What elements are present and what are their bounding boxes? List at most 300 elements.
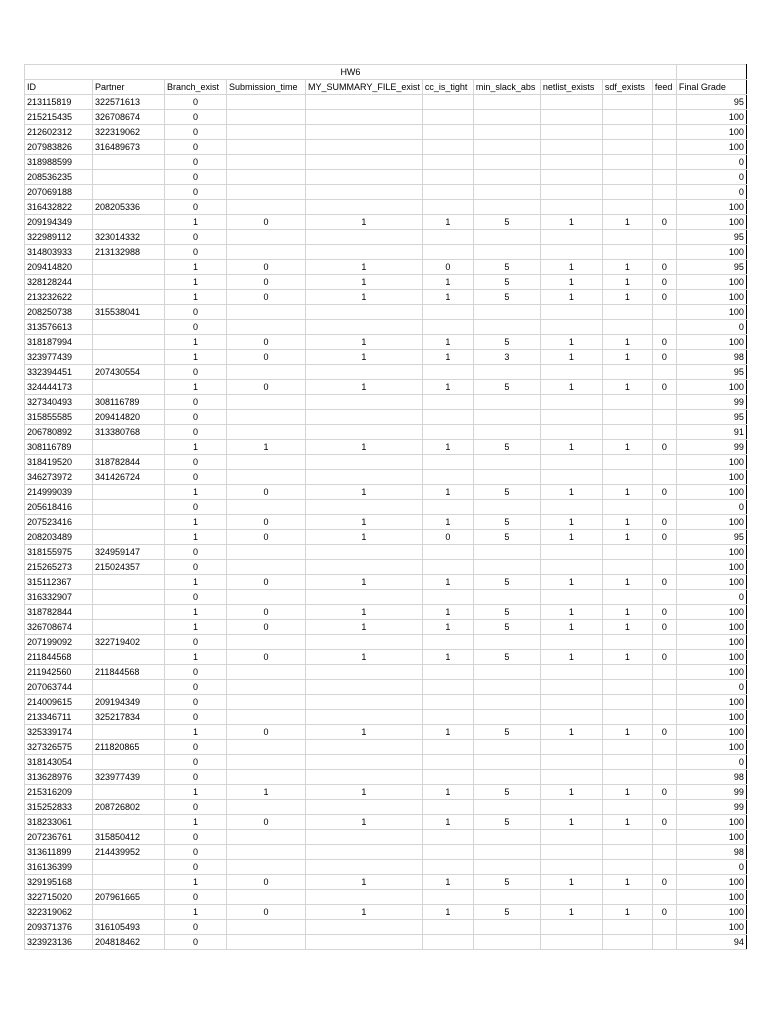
summary-file-exist-cell[interactable] xyxy=(306,110,423,125)
sdf-exists-cell[interactable] xyxy=(602,170,652,185)
summary-file-exist-cell[interactable] xyxy=(306,590,423,605)
partner-cell[interactable]: 323014332 xyxy=(93,230,165,245)
branch-exist-cell[interactable]: 0 xyxy=(165,410,227,425)
submission-time-cell[interactable]: 0 xyxy=(227,620,306,635)
min-slack-abs-cell[interactable]: 5 xyxy=(473,440,540,455)
id-cell[interactable]: 209194349 xyxy=(25,215,93,230)
sdf-exists-cell[interactable] xyxy=(602,200,652,215)
submission-time-cell[interactable]: 0 xyxy=(227,650,306,665)
netlist-exists-cell[interactable] xyxy=(540,95,602,110)
submission-time-cell[interactable]: 0 xyxy=(227,875,306,890)
feed-cell[interactable]: 0 xyxy=(652,905,676,920)
feed-cell[interactable] xyxy=(652,830,676,845)
id-cell[interactable]: 214999039 xyxy=(25,485,93,500)
partner-cell[interactable]: 322719402 xyxy=(93,635,165,650)
partner-cell[interactable] xyxy=(93,500,165,515)
netlist-exists-cell[interactable] xyxy=(540,710,602,725)
sdf-exists-cell[interactable]: 1 xyxy=(602,620,652,635)
feed-cell[interactable]: 0 xyxy=(652,515,676,530)
cc-is-tight-cell[interactable]: 1 xyxy=(422,905,473,920)
summary-file-exist-cell[interactable]: 1 xyxy=(306,335,423,350)
submission-time-cell[interactable]: 0 xyxy=(227,515,306,530)
branch-exist-cell[interactable]: 1 xyxy=(165,290,227,305)
min-slack-abs-cell[interactable]: 5 xyxy=(473,530,540,545)
submission-time-cell[interactable]: 0 xyxy=(227,290,306,305)
min-slack-abs-cell[interactable] xyxy=(473,125,540,140)
final-grade-cell[interactable]: 100 xyxy=(676,665,746,680)
id-cell[interactable]: 207069188 xyxy=(25,185,93,200)
netlist-exists-cell[interactable] xyxy=(540,185,602,200)
sdf-exists-cell[interactable]: 1 xyxy=(602,335,652,350)
summary-file-exist-cell[interactable] xyxy=(306,155,423,170)
netlist-exists-cell[interactable] xyxy=(540,230,602,245)
cc-is-tight-cell[interactable] xyxy=(422,845,473,860)
partner-cell[interactable] xyxy=(93,170,165,185)
cc-is-tight-cell[interactable] xyxy=(422,500,473,515)
summary-file-exist-cell[interactable]: 1 xyxy=(306,905,423,920)
branch-exist-cell[interactable]: 0 xyxy=(165,635,227,650)
partner-cell[interactable] xyxy=(93,905,165,920)
submission-time-cell[interactable] xyxy=(227,680,306,695)
submission-time-cell[interactable] xyxy=(227,305,306,320)
cc-is-tight-cell[interactable] xyxy=(422,635,473,650)
final-grade-cell[interactable]: 100 xyxy=(676,725,746,740)
partner-cell[interactable] xyxy=(93,350,165,365)
submission-time-cell[interactable]: 0 xyxy=(227,380,306,395)
min-slack-abs-cell[interactable] xyxy=(473,170,540,185)
partner-cell[interactable]: 211844568 xyxy=(93,665,165,680)
column-header-summary-file-exist[interactable]: MY_SUMMARY_FILE_exist xyxy=(306,80,423,95)
id-cell[interactable]: 324444173 xyxy=(25,380,93,395)
netlist-exists-cell[interactable] xyxy=(540,755,602,770)
branch-exist-cell[interactable]: 0 xyxy=(165,230,227,245)
cc-is-tight-cell[interactable] xyxy=(422,710,473,725)
summary-file-exist-cell[interactable] xyxy=(306,245,423,260)
branch-exist-cell[interactable]: 1 xyxy=(165,215,227,230)
id-cell[interactable]: 208536235 xyxy=(25,170,93,185)
branch-exist-cell[interactable]: 1 xyxy=(165,380,227,395)
cc-is-tight-cell[interactable] xyxy=(422,95,473,110)
submission-time-cell[interactable]: 0 xyxy=(227,260,306,275)
final-grade-cell[interactable]: 100 xyxy=(676,515,746,530)
submission-time-cell[interactable]: 0 xyxy=(227,335,306,350)
submission-time-cell[interactable] xyxy=(227,740,306,755)
final-grade-cell[interactable]: 0 xyxy=(676,755,746,770)
final-grade-cell[interactable]: 100 xyxy=(676,830,746,845)
branch-exist-cell[interactable]: 0 xyxy=(165,890,227,905)
column-header-branch-exist[interactable]: Branch_exist xyxy=(165,80,227,95)
submission-time-cell[interactable] xyxy=(227,755,306,770)
netlist-exists-cell[interactable]: 1 xyxy=(540,815,602,830)
branch-exist-cell[interactable]: 0 xyxy=(165,110,227,125)
branch-exist-cell[interactable]: 0 xyxy=(165,125,227,140)
final-grade-cell[interactable]: 99 xyxy=(676,800,746,815)
min-slack-abs-cell[interactable]: 3 xyxy=(473,350,540,365)
partner-cell[interactable]: 318782844 xyxy=(93,455,165,470)
netlist-exists-cell[interactable] xyxy=(540,890,602,905)
cc-is-tight-cell[interactable] xyxy=(422,680,473,695)
partner-cell[interactable] xyxy=(93,575,165,590)
sdf-exists-cell[interactable] xyxy=(602,740,652,755)
submission-time-cell[interactable] xyxy=(227,470,306,485)
id-cell[interactable]: 207523416 xyxy=(25,515,93,530)
sdf-exists-cell[interactable]: 1 xyxy=(602,650,652,665)
sdf-exists-cell[interactable]: 1 xyxy=(602,905,652,920)
sdf-exists-cell[interactable]: 1 xyxy=(602,350,652,365)
cc-is-tight-cell[interactable] xyxy=(422,935,473,950)
feed-cell[interactable]: 0 xyxy=(652,530,676,545)
partner-cell[interactable]: 211820865 xyxy=(93,740,165,755)
branch-exist-cell[interactable]: 0 xyxy=(165,665,227,680)
id-cell[interactable]: 318155975 xyxy=(25,545,93,560)
min-slack-abs-cell[interactable]: 5 xyxy=(473,380,540,395)
min-slack-abs-cell[interactable] xyxy=(473,320,540,335)
cc-is-tight-cell[interactable] xyxy=(422,230,473,245)
final-grade-cell[interactable]: 100 xyxy=(676,905,746,920)
netlist-exists-cell[interactable]: 1 xyxy=(540,605,602,620)
id-cell[interactable]: 308116789 xyxy=(25,440,93,455)
netlist-exists-cell[interactable] xyxy=(540,125,602,140)
submission-time-cell[interactable] xyxy=(227,770,306,785)
netlist-exists-cell[interactable]: 1 xyxy=(540,575,602,590)
partner-cell[interactable]: 316489673 xyxy=(93,140,165,155)
summary-file-exist-cell[interactable]: 1 xyxy=(306,875,423,890)
final-grade-cell[interactable]: 0 xyxy=(676,320,746,335)
submission-time-cell[interactable] xyxy=(227,365,306,380)
sdf-exists-cell[interactable]: 1 xyxy=(602,530,652,545)
branch-exist-cell[interactable]: 0 xyxy=(165,245,227,260)
feed-cell[interactable] xyxy=(652,110,676,125)
summary-file-exist-cell[interactable]: 1 xyxy=(306,215,423,230)
min-slack-abs-cell[interactable] xyxy=(473,545,540,560)
feed-cell[interactable] xyxy=(652,425,676,440)
feed-cell[interactable] xyxy=(652,770,676,785)
submission-time-cell[interactable] xyxy=(227,500,306,515)
id-cell[interactable]: 207236761 xyxy=(25,830,93,845)
netlist-exists-cell[interactable]: 1 xyxy=(540,440,602,455)
summary-file-exist-cell[interactable]: 1 xyxy=(306,380,423,395)
summary-file-exist-cell[interactable] xyxy=(306,680,423,695)
cc-is-tight-cell[interactable]: 0 xyxy=(422,260,473,275)
summary-file-exist-cell[interactable] xyxy=(306,830,423,845)
cc-is-tight-cell[interactable]: 1 xyxy=(422,605,473,620)
summary-file-exist-cell[interactable]: 1 xyxy=(306,815,423,830)
id-cell[interactable]: 332394451 xyxy=(25,365,93,380)
netlist-exists-cell[interactable] xyxy=(540,680,602,695)
id-cell[interactable]: 323977439 xyxy=(25,350,93,365)
min-slack-abs-cell[interactable] xyxy=(473,680,540,695)
submission-time-cell[interactable] xyxy=(227,710,306,725)
final-grade-cell[interactable]: 100 xyxy=(676,575,746,590)
branch-exist-cell[interactable]: 1 xyxy=(165,515,227,530)
sdf-exists-cell[interactable] xyxy=(602,860,652,875)
summary-file-exist-cell[interactable]: 1 xyxy=(306,725,423,740)
summary-file-exist-cell[interactable] xyxy=(306,755,423,770)
final-grade-cell[interactable]: 98 xyxy=(676,350,746,365)
branch-exist-cell[interactable]: 0 xyxy=(165,845,227,860)
final-grade-cell[interactable]: 100 xyxy=(676,200,746,215)
sdf-exists-cell[interactable] xyxy=(602,695,652,710)
summary-file-exist-cell[interactable] xyxy=(306,860,423,875)
branch-exist-cell[interactable]: 1 xyxy=(165,485,227,500)
netlist-exists-cell[interactable]: 1 xyxy=(540,380,602,395)
id-cell[interactable]: 327340493 xyxy=(25,395,93,410)
submission-time-cell[interactable] xyxy=(227,140,306,155)
partner-cell[interactable] xyxy=(93,875,165,890)
feed-cell[interactable] xyxy=(652,635,676,650)
feed-cell[interactable] xyxy=(652,800,676,815)
submission-time-cell[interactable] xyxy=(227,590,306,605)
partner-cell[interactable] xyxy=(93,860,165,875)
sdf-exists-cell[interactable] xyxy=(602,455,652,470)
feed-cell[interactable]: 0 xyxy=(652,440,676,455)
id-cell[interactable]: 207063744 xyxy=(25,680,93,695)
id-cell[interactable]: 315112367 xyxy=(25,575,93,590)
branch-exist-cell[interactable]: 0 xyxy=(165,455,227,470)
branch-exist-cell[interactable]: 1 xyxy=(165,605,227,620)
submission-time-cell[interactable] xyxy=(227,455,306,470)
id-cell[interactable]: 316332907 xyxy=(25,590,93,605)
submission-time-cell[interactable] xyxy=(227,800,306,815)
min-slack-abs-cell[interactable] xyxy=(473,455,540,470)
partner-cell[interactable] xyxy=(93,785,165,800)
summary-file-exist-cell[interactable] xyxy=(306,425,423,440)
id-cell[interactable]: 314803933 xyxy=(25,245,93,260)
final-grade-cell[interactable]: 100 xyxy=(676,110,746,125)
cc-is-tight-cell[interactable] xyxy=(422,470,473,485)
feed-cell[interactable] xyxy=(652,860,676,875)
min-slack-abs-cell[interactable] xyxy=(473,365,540,380)
netlist-exists-cell[interactable]: 1 xyxy=(540,275,602,290)
sdf-exists-cell[interactable]: 1 xyxy=(602,260,652,275)
partner-cell[interactable]: 204818462 xyxy=(93,935,165,950)
cc-is-tight-cell[interactable]: 1 xyxy=(422,275,473,290)
branch-exist-cell[interactable]: 0 xyxy=(165,680,227,695)
final-grade-cell[interactable]: 100 xyxy=(676,215,746,230)
partner-cell[interactable] xyxy=(93,605,165,620)
partner-cell[interactable] xyxy=(93,290,165,305)
final-grade-cell[interactable]: 95 xyxy=(676,365,746,380)
netlist-exists-cell[interactable]: 1 xyxy=(540,290,602,305)
final-grade-cell[interactable]: 91 xyxy=(676,425,746,440)
submission-time-cell[interactable] xyxy=(227,320,306,335)
sdf-exists-cell[interactable] xyxy=(602,410,652,425)
id-cell[interactable]: 215265273 xyxy=(25,560,93,575)
cc-is-tight-cell[interactable] xyxy=(422,830,473,845)
netlist-exists-cell[interactable] xyxy=(540,110,602,125)
min-slack-abs-cell[interactable] xyxy=(473,710,540,725)
sdf-exists-cell[interactable] xyxy=(602,770,652,785)
final-grade-cell[interactable]: 100 xyxy=(676,815,746,830)
final-grade-cell[interactable]: 100 xyxy=(676,335,746,350)
summary-file-exist-cell[interactable] xyxy=(306,125,423,140)
feed-cell[interactable]: 0 xyxy=(652,875,676,890)
min-slack-abs-cell[interactable] xyxy=(473,935,540,950)
final-grade-cell[interactable]: 95 xyxy=(676,410,746,425)
id-cell[interactable]: 215316209 xyxy=(25,785,93,800)
feed-cell[interactable] xyxy=(652,185,676,200)
submission-time-cell[interactable]: 1 xyxy=(227,440,306,455)
final-grade-cell[interactable]: 100 xyxy=(676,290,746,305)
final-grade-cell[interactable]: 100 xyxy=(676,380,746,395)
cc-is-tight-cell[interactable] xyxy=(422,185,473,200)
id-cell[interactable]: 206780892 xyxy=(25,425,93,440)
branch-exist-cell[interactable]: 0 xyxy=(165,320,227,335)
sdf-exists-cell[interactable] xyxy=(602,230,652,245)
cc-is-tight-cell[interactable] xyxy=(422,170,473,185)
final-grade-cell[interactable]: 100 xyxy=(676,140,746,155)
branch-exist-cell[interactable]: 0 xyxy=(165,560,227,575)
summary-file-exist-cell[interactable] xyxy=(306,320,423,335)
sdf-exists-cell[interactable] xyxy=(602,800,652,815)
partner-cell[interactable]: 316105493 xyxy=(93,920,165,935)
column-header-final-grade[interactable]: Final Grade xyxy=(676,80,746,95)
branch-exist-cell[interactable]: 0 xyxy=(165,395,227,410)
cc-is-tight-cell[interactable] xyxy=(422,590,473,605)
sdf-exists-cell[interactable]: 1 xyxy=(602,575,652,590)
cc-is-tight-cell[interactable] xyxy=(422,200,473,215)
summary-file-exist-cell[interactable] xyxy=(306,140,423,155)
branch-exist-cell[interactable]: 1 xyxy=(165,440,227,455)
min-slack-abs-cell[interactable] xyxy=(473,665,540,680)
feed-cell[interactable]: 0 xyxy=(652,485,676,500)
summary-file-exist-cell[interactable] xyxy=(306,545,423,560)
min-slack-abs-cell[interactable] xyxy=(473,920,540,935)
id-cell[interactable]: 328128244 xyxy=(25,275,93,290)
final-grade-cell[interactable]: 100 xyxy=(676,125,746,140)
summary-file-exist-cell[interactable]: 1 xyxy=(306,515,423,530)
final-grade-cell[interactable]: 100 xyxy=(676,545,746,560)
netlist-exists-cell[interactable]: 1 xyxy=(540,335,602,350)
sdf-exists-cell[interactable] xyxy=(602,755,652,770)
summary-file-exist-cell[interactable]: 1 xyxy=(306,620,423,635)
partner-cell[interactable]: 313380768 xyxy=(93,425,165,440)
feed-cell[interactable]: 0 xyxy=(652,260,676,275)
submission-time-cell[interactable] xyxy=(227,110,306,125)
sdf-exists-cell[interactable] xyxy=(602,365,652,380)
final-grade-cell[interactable]: 100 xyxy=(676,650,746,665)
sdf-exists-cell[interactable] xyxy=(602,95,652,110)
branch-exist-cell[interactable]: 1 xyxy=(165,350,227,365)
feed-cell[interactable]: 0 xyxy=(652,605,676,620)
min-slack-abs-cell[interactable] xyxy=(473,755,540,770)
submission-time-cell[interactable]: 0 xyxy=(227,350,306,365)
branch-exist-cell[interactable]: 1 xyxy=(165,575,227,590)
summary-file-exist-cell[interactable] xyxy=(306,200,423,215)
sdf-exists-cell[interactable] xyxy=(602,545,652,560)
sdf-exists-cell[interactable] xyxy=(602,845,652,860)
sdf-exists-cell[interactable]: 1 xyxy=(602,605,652,620)
sdf-exists-cell[interactable] xyxy=(602,635,652,650)
submission-time-cell[interactable]: 0 xyxy=(227,275,306,290)
id-cell[interactable]: 212602312 xyxy=(25,125,93,140)
final-grade-cell[interactable]: 100 xyxy=(676,245,746,260)
sdf-exists-cell[interactable] xyxy=(602,680,652,695)
final-grade-cell[interactable]: 0 xyxy=(676,155,746,170)
branch-exist-cell[interactable]: 0 xyxy=(165,755,227,770)
final-grade-cell[interactable]: 100 xyxy=(676,695,746,710)
submission-time-cell[interactable] xyxy=(227,935,306,950)
summary-file-exist-cell[interactable] xyxy=(306,395,423,410)
id-cell[interactable]: 318988599 xyxy=(25,155,93,170)
cc-is-tight-cell[interactable] xyxy=(422,395,473,410)
id-cell[interactable]: 313611899 xyxy=(25,845,93,860)
min-slack-abs-cell[interactable] xyxy=(473,770,540,785)
final-grade-cell[interactable]: 100 xyxy=(676,455,746,470)
netlist-exists-cell[interactable] xyxy=(540,920,602,935)
min-slack-abs-cell[interactable]: 5 xyxy=(473,605,540,620)
feed-cell[interactable] xyxy=(652,230,676,245)
id-cell[interactable]: 215215435 xyxy=(25,110,93,125)
summary-file-exist-cell[interactable] xyxy=(306,935,423,950)
final-grade-cell[interactable]: 98 xyxy=(676,845,746,860)
feed-cell[interactable] xyxy=(652,755,676,770)
feed-cell[interactable] xyxy=(652,245,676,260)
min-slack-abs-cell[interactable]: 5 xyxy=(473,875,540,890)
sdf-exists-cell[interactable] xyxy=(602,140,652,155)
branch-exist-cell[interactable]: 0 xyxy=(165,170,227,185)
feed-cell[interactable]: 0 xyxy=(652,725,676,740)
summary-file-exist-cell[interactable]: 1 xyxy=(306,605,423,620)
id-cell[interactable]: 313576613 xyxy=(25,320,93,335)
summary-file-exist-cell[interactable] xyxy=(306,365,423,380)
netlist-exists-cell[interactable] xyxy=(540,545,602,560)
partner-cell[interactable]: 208726802 xyxy=(93,800,165,815)
final-grade-cell[interactable]: 98 xyxy=(676,770,746,785)
partner-cell[interactable] xyxy=(93,155,165,170)
partner-cell[interactable]: 215024357 xyxy=(93,560,165,575)
feed-cell[interactable] xyxy=(652,140,676,155)
partner-cell[interactable]: 322571613 xyxy=(93,95,165,110)
min-slack-abs-cell[interactable] xyxy=(473,860,540,875)
partner-cell[interactable]: 213132988 xyxy=(93,245,165,260)
id-cell[interactable]: 213346711 xyxy=(25,710,93,725)
cc-is-tight-cell[interactable] xyxy=(422,140,473,155)
sdf-exists-cell[interactable] xyxy=(602,590,652,605)
branch-exist-cell[interactable]: 0 xyxy=(165,545,227,560)
branch-exist-cell[interactable]: 0 xyxy=(165,500,227,515)
branch-exist-cell[interactable]: 0 xyxy=(165,365,227,380)
min-slack-abs-cell[interactable] xyxy=(473,695,540,710)
submission-time-cell[interactable]: 0 xyxy=(227,530,306,545)
cc-is-tight-cell[interactable] xyxy=(422,755,473,770)
feed-cell[interactable] xyxy=(652,890,676,905)
partner-cell[interactable] xyxy=(93,680,165,695)
summary-file-exist-cell[interactable] xyxy=(306,695,423,710)
partner-cell[interactable]: 322319062 xyxy=(93,125,165,140)
min-slack-abs-cell[interactable] xyxy=(473,140,540,155)
final-grade-cell[interactable]: 100 xyxy=(676,305,746,320)
id-cell[interactable]: 214009615 xyxy=(25,695,93,710)
summary-file-exist-cell[interactable] xyxy=(306,635,423,650)
sdf-exists-cell[interactable] xyxy=(602,110,652,125)
summary-file-exist-cell[interactable] xyxy=(306,770,423,785)
id-cell[interactable]: 318419520 xyxy=(25,455,93,470)
partner-cell[interactable]: 209414820 xyxy=(93,410,165,425)
feed-cell[interactable] xyxy=(652,740,676,755)
min-slack-abs-cell[interactable] xyxy=(473,305,540,320)
feed-cell[interactable] xyxy=(652,395,676,410)
sdf-exists-cell[interactable] xyxy=(602,665,652,680)
sdf-exists-cell[interactable]: 1 xyxy=(602,785,652,800)
final-grade-cell[interactable]: 100 xyxy=(676,740,746,755)
cc-is-tight-cell[interactable]: 1 xyxy=(422,785,473,800)
netlist-exists-cell[interactable] xyxy=(540,365,602,380)
sdf-exists-cell[interactable]: 1 xyxy=(602,485,652,500)
feed-cell[interactable] xyxy=(652,305,676,320)
sdf-exists-cell[interactable]: 1 xyxy=(602,215,652,230)
branch-exist-cell[interactable]: 0 xyxy=(165,920,227,935)
